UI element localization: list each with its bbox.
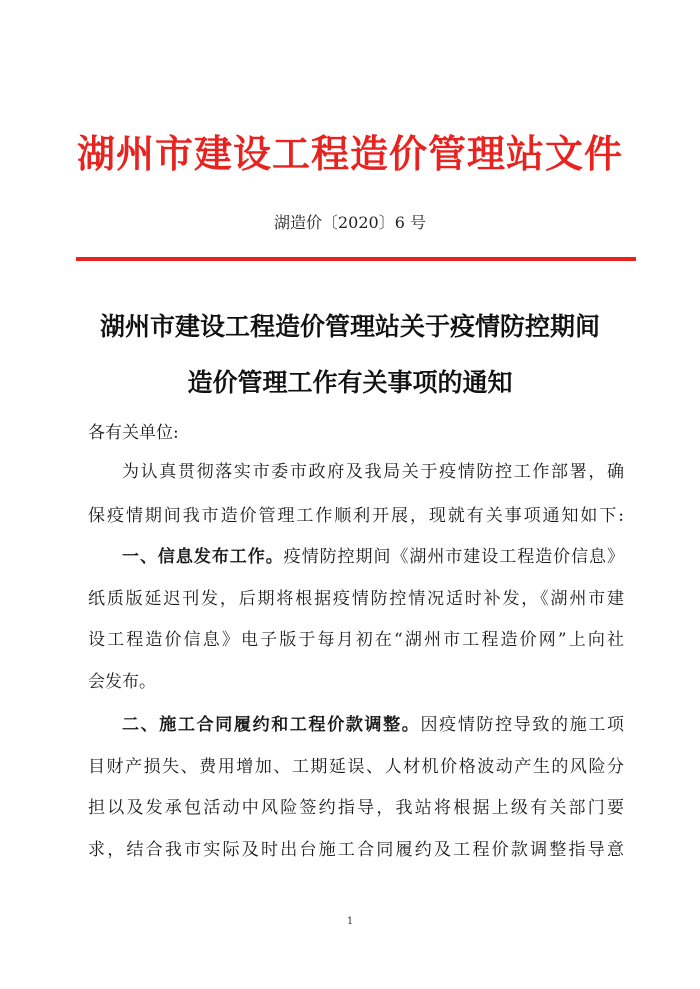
document-number: 湖造价〔2020〕6 号 bbox=[274, 213, 426, 232]
intro-line-2: 保疫情期间我市造价管理工作顺利开展，现就有关事项通知如下: bbox=[88, 506, 624, 526]
item1-heading: 一、信息发布工作。 bbox=[122, 547, 284, 567]
intro-line-1: 为认真贯彻落实市委市政府及我局关于疫情防控工作部署，确 bbox=[122, 462, 624, 482]
item1-line-2: 纸质版延迟刊发，后期将根据疫情防控情况适时补发，《湖州市建 bbox=[88, 589, 624, 609]
page-number: 1 bbox=[346, 916, 354, 927]
item2-line-1 bbox=[122, 712, 624, 738]
notice-title-line-2: 造价管理工作有关事项的通知 bbox=[187, 368, 513, 397]
item1-line-1 bbox=[122, 544, 624, 570]
red-divider-line bbox=[76, 257, 636, 261]
item2-line-2: 目财产损失、费用增加、工期延误、人材机价格波动产生的风险分 bbox=[88, 757, 624, 777]
item2-line-1-text: 因疫情防控导致的施工项 bbox=[420, 715, 625, 735]
item2-heading: 二、施工合同履约和工程价款调整。 bbox=[122, 715, 421, 735]
item2-line-3: 担以及发承包活动中风险签约指导，我站将根据上级有关部门要 bbox=[88, 798, 624, 818]
item1-line-3: 设工程造价信息》电子版于每月初在“湖州市工程造价网”上向社 bbox=[88, 630, 624, 650]
item1-line-4: 会发布。 bbox=[88, 672, 156, 692]
salutation: 各有关单位: bbox=[88, 423, 179, 443]
item1-line-1-text: 疫情防控期间《湖州市建设工程造价信息》 bbox=[283, 547, 625, 567]
org-document-header: 湖州市建设工程造价管理站文件 bbox=[76, 132, 623, 176]
item2-line-4: 求，结合我市实际及时出台施工合同履约及工程价款调整指导意 bbox=[88, 840, 624, 860]
notice-title-line-1: 湖州市建设工程造价管理站关于疫情防控期间 bbox=[99, 312, 600, 341]
